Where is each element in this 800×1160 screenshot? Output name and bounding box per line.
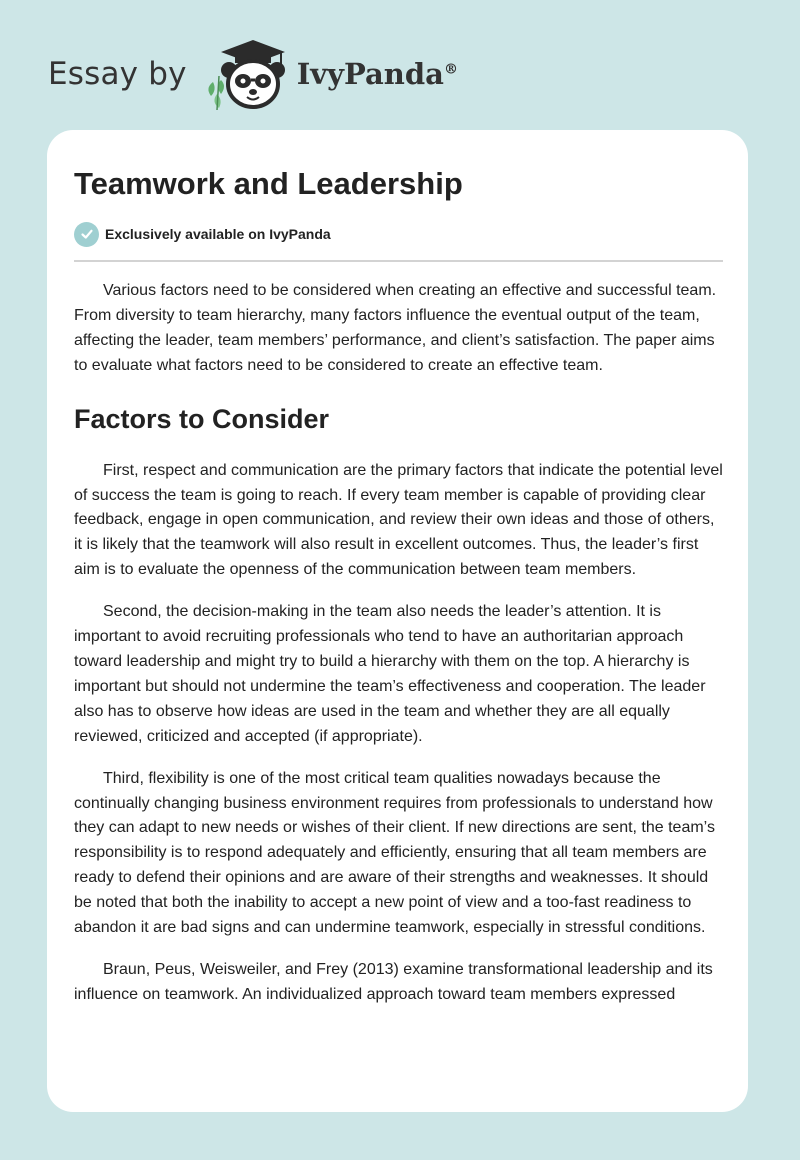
body-paragraph: Braun, Peus, Weisweiler, and Frey (2013) examine transformational leadership and its influence on teamwork. An individualized approach toward team members expressed <box>74 960 713 1003</box>
body-paragraph: First, respect and communication are the primary factors that indicate the potential level of success the team is going to reach. If every team member is capable of providing clear feedback, engage in open communication, and review their own ideas and those of others, it is likely that the teamwork will also result in excellent outcomes. Thus, the leader’s first aim is to evaluate the openness of the communication between team members. <box>74 461 723 579</box>
site-header <box>48 36 458 112</box>
exclusive-label: Exclusively available on IvyPanda <box>105 226 331 242</box>
brand-name[interactable] <box>297 57 458 91</box>
divider <box>74 260 723 262</box>
panda-graduate-logo-icon[interactable] <box>201 36 293 112</box>
body-paragraph: Third, flexibility is one of the most critical team qualities nowadays because the continually changing business environment requires from professionals to understand how they can adapt to new needs or wishes of their client. If new directions are sent, the team’s responsibility is to respond adequately and efficiently, ensuring that all team members are ready to defend their opinions and are aware of their strengths and weaknesses. It should be noted that both the inability to accept a new point of view and a too-fast readiness to abandon it are bad signs and can undermine teamwork, especially in stressful conditions. <box>74 769 715 937</box>
registered-mark: ® <box>443 61 458 78</box>
page-title: Teamwork and Leadership <box>74 166 463 201</box>
brand-text: IvyPanda <box>296 57 444 91</box>
article-card <box>47 130 748 1112</box>
body-paragraph: Second, the decision-making in the team also needs the leader’s attention. It is important to avoid recruiting professionals who tend to have an authoritarian approach toward leadership and might try to build a hierarchy with them on the top. A hierarchy is important but should not undermine the team’s effectiveness and cooperation. The leader also has to observe how ideas are used in the team and whether they are all equally reviewed, criticized and accepted (if appropriate). <box>74 603 706 745</box>
exclusive-badge <box>74 221 722 247</box>
essay-by-label: Essay by <box>48 56 187 92</box>
check-circle-icon <box>74 222 99 247</box>
intro-paragraph: Various factors need to be considered when creating an effective and successful team. From diversity to team hierarchy, many factors influence the eventual output of the team, affecting the leader, team members’ performance, and client’s satisfaction. The paper aims to evaluate what factors need to be considered to create an effective team. <box>74 282 717 374</box>
section-title: Factors to Consider <box>74 403 330 434</box>
